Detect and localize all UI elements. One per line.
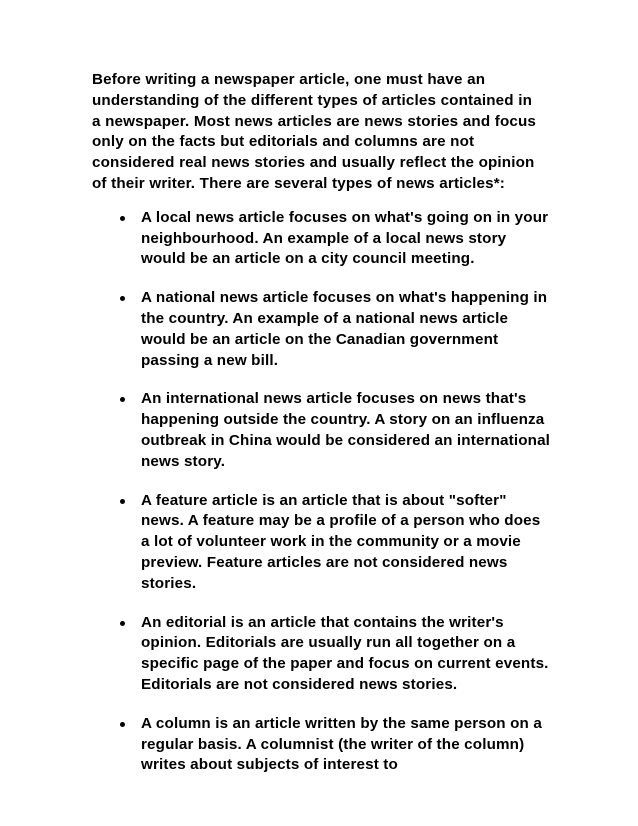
list-item: [112, 208, 552, 270]
bullet-dot-icon: [120, 621, 125, 626]
document-content: [92, 70, 552, 774]
list-item: [112, 288, 552, 371]
list-item: [112, 613, 552, 696]
list-item: [112, 389, 552, 472]
bullet-dot-icon: [120, 499, 125, 504]
list-item-text: An editorial is an article that contains the writer's opinion. Editorials are usually run all together on a specific page of the paper and focus on current events. Editorials are not considered news stories.: [141, 613, 549, 693]
list-item-text: A local news article focuses on what's going on in your neighbourhood. An example of a local news story would be an article on a city council meeting.: [141, 208, 549, 268]
news-article-types-list: [112, 208, 552, 776]
list-item: [112, 491, 552, 595]
list-item-text: A column is an article written by the same person on a regular basis. A columnist (the writer of the column) writes about subjects of interest to: [141, 714, 542, 774]
list-item-text: A feature article is an article that is about "softer" news. A feature may be a profile of a person who does a lot of volunteer work in the community or a movie preview. Feature articles are not considered news stories.: [141, 491, 541, 592]
list-item-text: An international news article focuses on news that's happening outside the country. A story on an influenza outbreak in China would be considered an international news story.: [141, 390, 551, 470]
list-item: [112, 714, 552, 776]
list-item-text: A national news article focuses on what's happening in the country. An example of a national news article would be an article on the Canadian government passing a new bill.: [141, 289, 548, 369]
bullet-dot-icon: [120, 296, 125, 301]
bullet-dot-icon: [120, 722, 125, 727]
bullet-dot-icon: [120, 397, 125, 402]
intro-paragraph: Before writing a newspaper article, one must have an understanding of the different types of articles contained in a newspaper. Most news articles are news stories and focus only on the facts but editorials and columns are not considered real news stories and usually reflect the opinion of their writer. There are several types of news articles*:: [92, 71, 537, 192]
bullet-dot-icon: [120, 216, 125, 221]
